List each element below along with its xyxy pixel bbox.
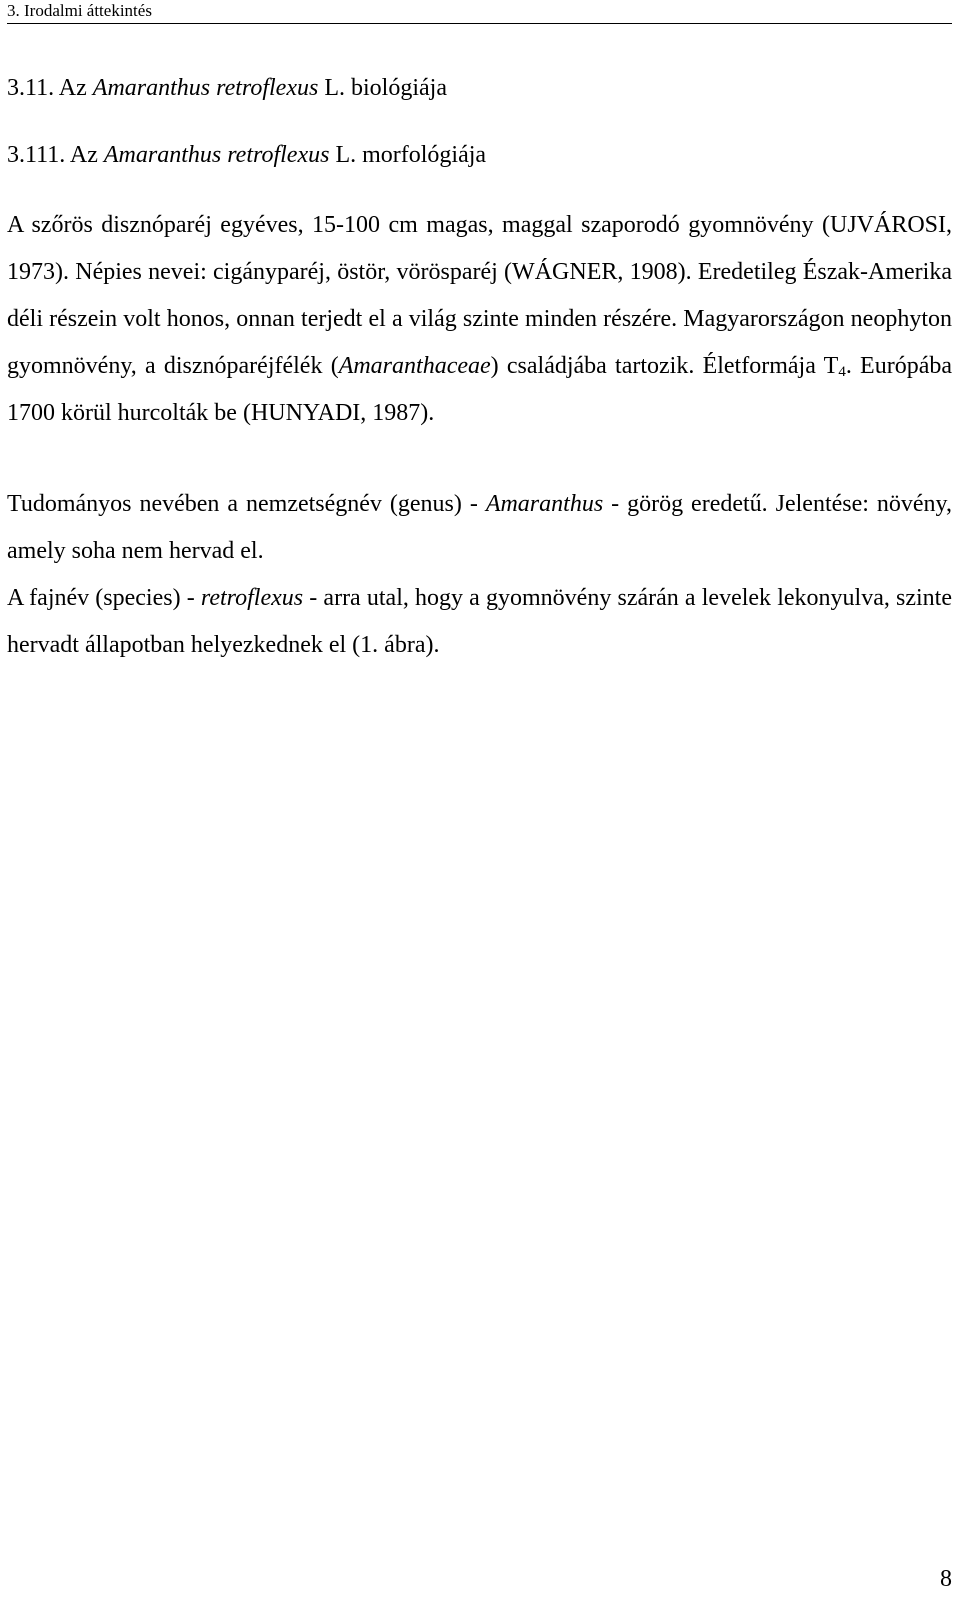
species-name: retroflexus: [200, 585, 304, 611]
section-title-species: Amaranthus retroflexus: [92, 75, 319, 101]
family-name: Amaranthaceae: [338, 353, 491, 379]
paragraph-genus: [7, 481, 952, 575]
running-header: 3. Irodalmi áttekintés: [7, 1, 152, 20]
paragraph-text: . Európába 1700 körül hurcolták be (HUNYADI, 1987).: [7, 353, 952, 426]
paragraph-morphology: [7, 202, 952, 437]
genus-name: Amaranthus: [485, 491, 604, 517]
paragraph-text: - arra utal, hogy a gyomnövény szárán a levelek lekonyulva, szinte hervadt állapotban helyezkednek el (1. ábra).: [7, 585, 952, 658]
paragraph-text: ) családjába tartozik. Életformája T: [490, 353, 839, 379]
subsection-number: 3.111.: [7, 142, 66, 168]
life-form-subscript: 4: [838, 364, 846, 380]
paragraph-text: A szőrös disznóparéj egyéves, 15-100 cm magas, maggal szaporodó gyomnövény (UJVÁROSI, 1973). Népies nevei: cigányparéj, östör, vörösparéj (WÁGNER, 1908). Eredetileg Észak-Amerika déli részein volt honos, onnan terjedt el a világ szinte minden részére. Magyarországon neophyton gyomnövény, a disznóparéjfélék (: [7, 212, 952, 379]
subsection-heading: [7, 138, 952, 172]
paragraph-text: A fajnév (species) -: [7, 585, 201, 611]
section-title-post: L. biológiája: [324, 75, 447, 101]
header-rule: [7, 23, 952, 24]
subsection-title-post: L. morfológiája: [335, 142, 487, 168]
paragraph-text: - görög eredetű. Jelentése: növény, amely soha nem hervad el.: [7, 491, 952, 564]
page-number: 8: [940, 1566, 952, 1592]
paragraph-species: [7, 575, 952, 669]
paragraph-text: Tudományos nevében a nemzetségnév (genus) -: [7, 491, 486, 517]
section-heading: [7, 71, 952, 105]
subsection-title-pre: Az: [69, 142, 98, 168]
subsection-title-species: Amaranthus retroflexus: [103, 142, 330, 168]
section-number: 3.11.: [7, 75, 55, 101]
section-title-pre: Az: [58, 75, 87, 101]
